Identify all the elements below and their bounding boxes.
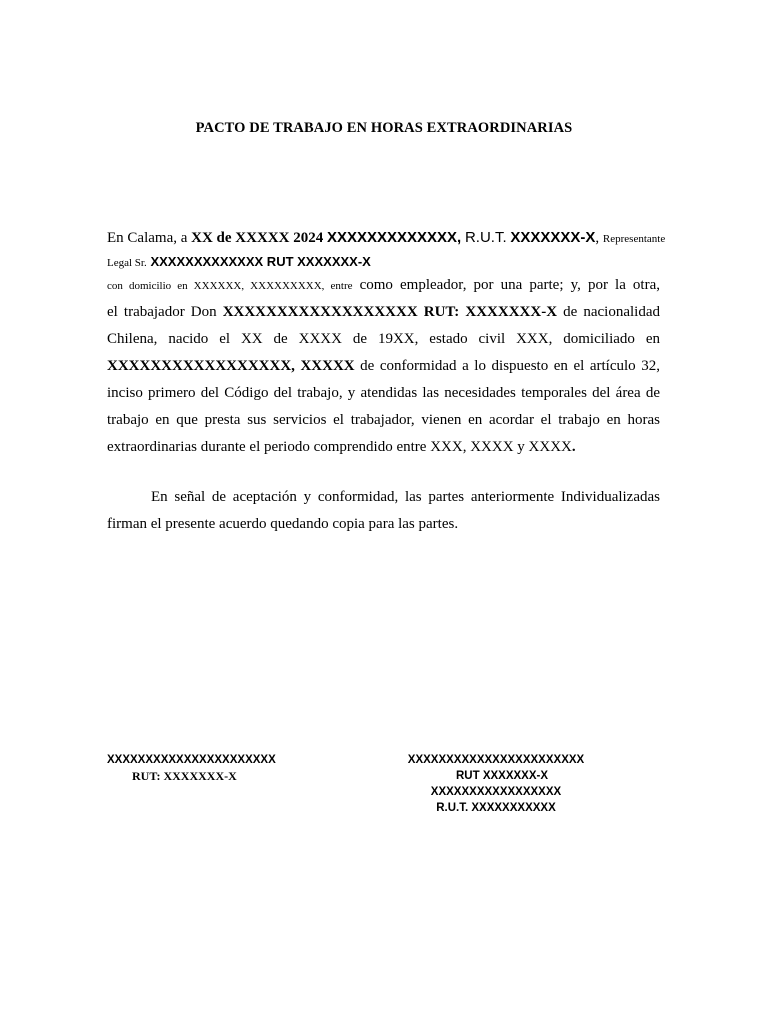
signature-right-company: XXXXXXXXXXXXXXXXX bbox=[430, 786, 562, 798]
paragraph-line-2: Legal Sr. XXXXXXXXXXXXX RUT XXXXXXX-X bbox=[107, 254, 371, 269]
signature-right-rut2: R.U.T. XXXXXXXXXXX bbox=[436, 802, 556, 814]
main-paragraph bbox=[107, 224, 666, 461]
signature-right-name: XXXXXXXXXXXXXXXXXXXXXXX bbox=[407, 754, 585, 766]
paragraph-line-6: XXXXXXXXXXXXXXXXX, XXXXX de conformidad a lo dispuesto en el artículo 32, bbox=[107, 358, 660, 374]
paragraph-line-9: extraordinarias durante el periodo comprendido entre XXX, XXXX y XXXX. bbox=[107, 439, 576, 455]
signature-right-block bbox=[404, 752, 588, 816]
document-title: PACTO DE TRABAJO EN HORAS EXTRAORDINARIAS bbox=[195, 120, 573, 136]
paragraph-line-3: con domicilio en XXXXXX, XXXXXXXXX, entre como empleador, por una parte; y, por la otra, bbox=[107, 277, 661, 293]
paragraph-line-7: inciso primero del Código del trabajo, y atendidas las necesidades temporales del área de bbox=[107, 385, 660, 401]
paragraph-line-1: En Calama, a XX de XXXXX 2024 XXXXXXXXXXXXX, R.U.T. XXXXXXX-X, Representante bbox=[107, 229, 666, 246]
paragraph-line-8: trabajo en que presta sus servicios el trabajador, vienen en acordar el trabajo en horas bbox=[107, 412, 660, 428]
paragraph-line-4: el trabajador Don XXXXXXXXXXXXXXXXXX RUT: XXXXXXX-X de nacionalidad bbox=[107, 304, 660, 320]
acceptance-paragraph: En señal de aceptación y conformidad, las partes anteriormente Individualizadas firman el presente acuerdo quedando copia para las partes. bbox=[107, 489, 660, 532]
signature-left-name: XXXXXXXXXXXXXXXXXXXXXX bbox=[107, 754, 276, 766]
signature-right-rut: RUT XXXXXXX-X bbox=[455, 770, 549, 782]
paragraph-line-5: Chilena, nacido el XX de XXXX de 19XX, estado civil XXX, domiciliado en bbox=[107, 331, 660, 347]
signature-left-rut: RUT: XXXXXXX-X bbox=[132, 769, 237, 783]
